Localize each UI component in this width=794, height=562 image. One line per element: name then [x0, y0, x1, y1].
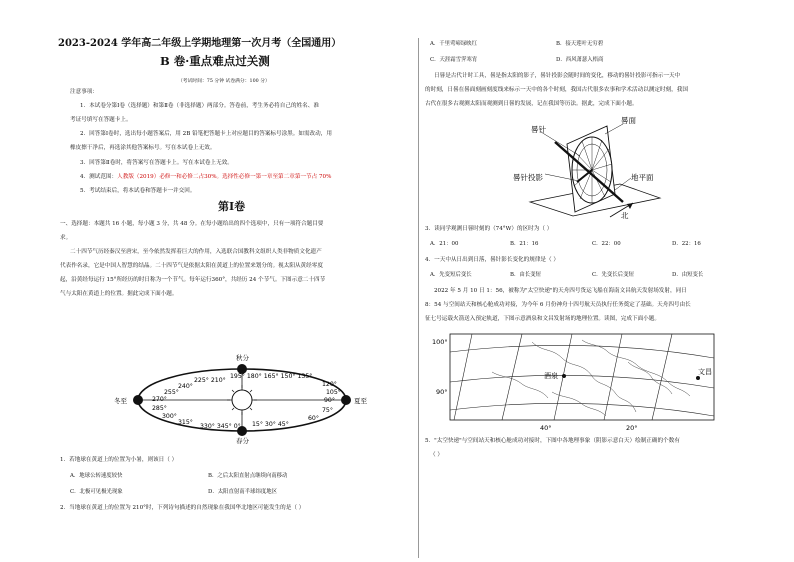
deg-300: 300°: [162, 413, 177, 420]
deg-285: 285°: [152, 405, 167, 412]
passage-1-line-3: 起，沿黄经每运行 15°所经历的时日称为一个节气。每年运行360°，共经历 24 个节气。下图示意二十四节: [60, 277, 326, 283]
passage-2-line-1: 日晷是古代计时工具，晷是指太阳的影子，晷针投影会随时间的变化，移动的晷针投影可指示一天中: [434, 73, 681, 79]
deg-120: 120°: [322, 381, 337, 388]
label-100-deg: 100°: [432, 338, 448, 346]
q1-option-a: A．地球公转速度较快: [70, 473, 123, 479]
deg-240: 240°: [178, 383, 193, 390]
q3-stem: 3．读同学观测日晷时刻的（74°W）的区时为（ ）: [425, 226, 553, 232]
q4-option-c: C．先变长后变短: [592, 272, 634, 278]
passage-1-line-4: 气与太阳在黄道上的位置。据此完成下面小题。: [60, 291, 178, 297]
column-divider: [418, 38, 419, 558]
passage-1-line-1: 二十四节气历经秦汉至唐宋，至今依然发挥着巨大的作用，入选联合国教科文组织人类非物质文化遗产: [70, 249, 322, 255]
q5-stem-a: 5．"太空快递"与空间站天和核心舱成功对接时，下图中各地理事象（阴影示意白天）绘制正确的个数有: [425, 438, 680, 444]
label-spring-equinox: 春分: [236, 437, 249, 444]
exam-info: （考试时间：75 分钟 试卷满分：100 分）: [178, 79, 270, 84]
notes-heading: 注意事项：: [70, 89, 98, 95]
note-4: 4．测试范围：人教版（2019）必修一和必修二占30%。选择性必修一第一章至第二章第一节占 70%: [80, 174, 332, 180]
label-winter-solstice: 冬至: [114, 397, 127, 405]
passage-3-line-1: 2022 年 5 月 10 日 1：56，被称为"太空快递"的天舟四号货运飞船在海南文昌航天发射场发射，同日: [434, 288, 687, 294]
q3-option-a: A．21：00: [430, 241, 459, 247]
note-1a: 1．本试卷分第Ⅰ卷（选择题）和第Ⅱ卷（非选择题）两部分。答卷前，考生务必将自己的姓名、准: [80, 103, 319, 109]
label-shadow: 晷针投影: [513, 173, 543, 182]
q1-option-c: C．北极可见极光现象: [70, 489, 123, 495]
note-3: 3．回答第Ⅱ卷时，将答案写在答题卡上。写在本试卷上无效。: [80, 160, 233, 166]
label-90-deg: 90°: [436, 388, 448, 396]
q1-stem: 1．若地球在黄道上的位置为小暑，则该日（ ）: [60, 457, 178, 463]
map-frame: [450, 334, 714, 420]
ecliptic-diagram: [112, 348, 372, 444]
q2-stem: 2．当地球在黄道上的位置为 210°时，下列诗句描述的自然现象在我国华北地区可能发生的是（ ）: [60, 505, 305, 511]
label-20-deg: 20°: [626, 424, 638, 432]
part1-intro-b: 求。: [60, 235, 72, 241]
q2-option-a: A．千里莺啼绿映红: [430, 41, 478, 47]
passage-3-line-3: 征七号运载火箭送入预定轨道，下图示意酒泉和文昌发射场的地理位置。读图，完成下面小题。: [425, 316, 660, 322]
note-2a: 2．回答第Ⅰ卷时，选出每小题答案后，用 2B 铅笔把答题卡上对应题目的答案标号涂黑。如需改动，用: [80, 131, 332, 137]
q5-stem-b: （ ）: [430, 452, 443, 458]
passage-3-line-2: 8：54 与空间站天和核心舱成功对接，为今年 6 月份神舟十四号航天员执行任务奠定了基础。天舟四号由长: [425, 302, 691, 308]
deg-90: 90°: [324, 397, 335, 404]
passage-2-line-2: 的时刻，日晷在晷面刻画刻度线来标示一天中的各个时刻，我国古代很多农事和学术活动以测定时刻，我国: [425, 87, 688, 93]
q1-option-d: D．太阳直射南半球纬度地区: [208, 489, 278, 495]
wenchang-marker: [696, 376, 700, 380]
q4-option-b: B．由长变短: [510, 272, 541, 278]
note-1b: 考证号填写在答题卡上。: [70, 117, 132, 123]
launch-site-map: [432, 332, 722, 432]
label-jiuquan: 酒泉: [544, 372, 558, 380]
deg-315: 315°: [178, 419, 193, 426]
section-title: 第Ⅰ卷: [218, 200, 246, 213]
label-wenchang: 文昌: [698, 368, 712, 376]
note-5: 5．考试结束后，将本试卷和答题卡一并交回。: [80, 188, 196, 194]
label-autumn-equinox: 秋分: [236, 354, 249, 362]
passage-1-line-2: 代表作名录，它是中国人智慧的结晶。二十四节气是依据太阳在黄道上的位置来划分的。视太阳从黄经零度: [60, 263, 323, 269]
q1-option-b: B．之后太阳直射点继续向南移动: [208, 473, 288, 479]
q3-option-c: C．22：00: [592, 241, 621, 247]
q2-option-b: B．接天莲叶无穷碧: [556, 41, 604, 47]
q3-option-d: D．22：16: [672, 241, 701, 247]
q4-option-a: A．先变短后变长: [430, 272, 472, 278]
deg-75: 75°: [322, 407, 333, 414]
deg-255: 255°: [164, 389, 179, 396]
deg-330-345-0: 330° 345° 0°: [200, 423, 241, 430]
q4-option-d: D．由短变长: [672, 272, 704, 278]
deg-270: 270°: [152, 396, 167, 403]
label-guimian: 晷面: [621, 116, 636, 125]
note-2b: 橡皮擦干净后，再选涂其他答案标号。写在本试卷上无效。: [70, 145, 216, 151]
deg-225-210: 225° 210°: [194, 377, 226, 384]
deg-105: 105°: [326, 389, 341, 396]
earth-summer-icon: [341, 395, 351, 405]
earth-winter-icon: [133, 395, 143, 405]
deg-upper-row: 195° 180° 165° 150° 135°: [230, 373, 313, 380]
paper-subtitle: B 卷·重点难点过关测: [160, 54, 270, 68]
label-summer-solstice: 夏至: [354, 397, 367, 405]
q2-option-d: D．西风萧瑟入梧商: [556, 57, 604, 63]
deg-60: 60°: [308, 415, 319, 422]
label-guizhen: 晷针: [531, 125, 546, 134]
label-ground-plane: 地平面: [631, 173, 654, 182]
q3-option-b: B．21：16: [510, 241, 539, 247]
label-40-deg: 40°: [540, 424, 552, 432]
q2-option-c: C．天涯霜雪霁寒宵: [430, 57, 478, 63]
part1-intro-a: 一、选择题：本题共 16 小题，每小题 3 分，共 48 分。在每小题给出的四个选项中，只有一项符合题目要: [60, 221, 324, 227]
sundial-diagram: [505, 114, 665, 220]
jiuquan-marker: [562, 374, 566, 378]
exam-title: 2023-2024 学年高二年级上学期地理第一次月考（全国通用）: [58, 38, 342, 49]
label-north: 北: [621, 211, 629, 220]
deg-15-30-45: 15° 30° 45°: [252, 421, 289, 428]
q4-stem: 4．一天中从日出到日落，晷针影长变化的规律是（ ）: [425, 257, 559, 263]
passage-2-line-3: 古代在很多古观测太阳而观测到日晷的发展，记在我国等历法。据此，完成下面小题。: [425, 101, 638, 107]
sun-icon: [232, 390, 252, 410]
